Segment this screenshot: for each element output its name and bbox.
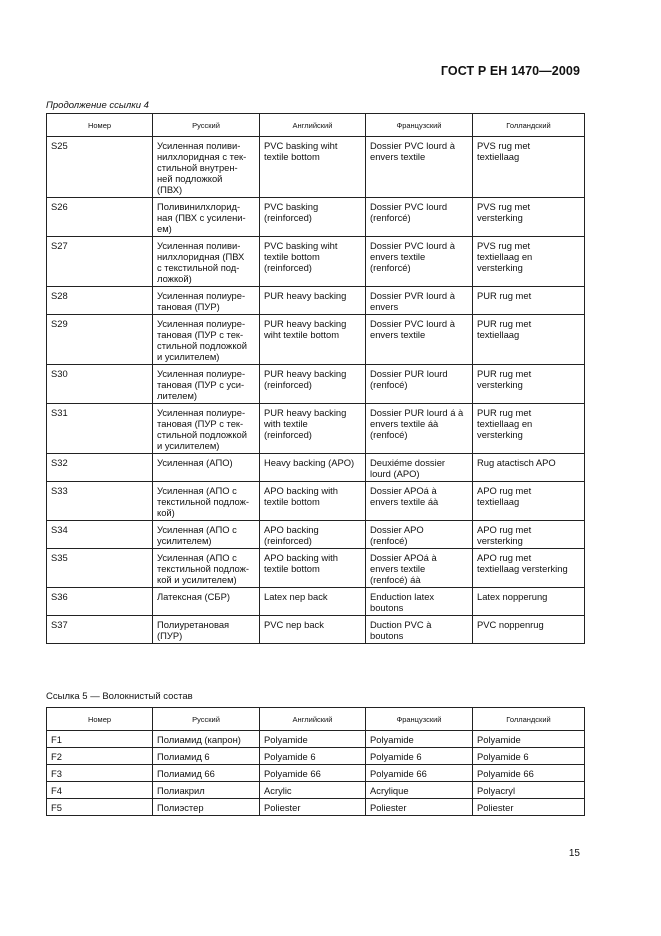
column-header-french: Французский: [366, 114, 473, 137]
cell-english: Poliester: [260, 799, 366, 816]
cell-russian: Усиленная (АПО): [153, 454, 260, 482]
cell-french: Enduction latex boutons: [366, 588, 473, 616]
cell-dutch: Polyamide 6: [473, 748, 585, 765]
cell-french: Dossier PVC lourd à envers textile: [366, 315, 473, 365]
cell-number: F1: [47, 731, 153, 748]
table-row: [47, 404, 585, 454]
cell-russian: Полиамид (капрон): [153, 731, 260, 748]
table-row: [47, 588, 585, 616]
table-row: [47, 482, 585, 521]
cell-french: Polyamide 6: [366, 748, 473, 765]
cell-number: S27: [47, 237, 153, 287]
cell-russian: Полиуретановая (ПУР): [153, 616, 260, 644]
cell-dutch: PUR rug met: [473, 287, 585, 315]
cell-dutch: PUR rug met textiellaag: [473, 315, 585, 365]
cell-number: S25: [47, 137, 153, 198]
cell-french: Dossier PVC lourd (renforcé): [366, 198, 473, 237]
table-row: [47, 765, 585, 782]
cell-french: Deuxiéme dossier lourd (APO): [366, 454, 473, 482]
cell-dutch: Polyacryl: [473, 782, 585, 799]
cell-english: PVC basking wiht textile bottom: [260, 137, 366, 198]
cell-number: S26: [47, 198, 153, 237]
cell-french: Duction PVC à boutons: [366, 616, 473, 644]
cell-french: Dossier PVR lourd à envers: [366, 287, 473, 315]
table-row: [47, 315, 585, 365]
cell-french: Polyamide: [366, 731, 473, 748]
column-header-number: Номер: [47, 114, 153, 137]
cell-number: S31: [47, 404, 153, 454]
table-row: [47, 454, 585, 482]
table-row: [47, 137, 585, 198]
cell-english: APO backing with textile bottom: [260, 549, 366, 588]
cell-russian: Полиамид 6: [153, 748, 260, 765]
cell-english: Heavy backing (APO): [260, 454, 366, 482]
cell-number: S35: [47, 549, 153, 588]
cell-russian: Усиленная полиуре- тановая (ПУР с тек- стильной подложкой и усилителем): [153, 315, 260, 365]
cell-russian: Усиленная (АПО с усилителем): [153, 521, 260, 549]
table-header-row: [47, 114, 585, 137]
cell-russian: Усиленная полиуре- тановая (ПУР): [153, 287, 260, 315]
cell-french: Acrylique: [366, 782, 473, 799]
column-header-dutch: Голландский: [473, 114, 585, 137]
cell-number: F5: [47, 799, 153, 816]
cell-dutch: PUR rug met versterking: [473, 365, 585, 404]
column-header-russian: Русский: [153, 114, 260, 137]
cell-number: S28: [47, 287, 153, 315]
cell-english: Polyamide: [260, 731, 366, 748]
cell-english: PUR heavy backing (reinforced): [260, 365, 366, 404]
cell-french: Dossier APO (renfocé): [366, 521, 473, 549]
cell-russian: Полиэстер: [153, 799, 260, 816]
cell-english: Acrylic: [260, 782, 366, 799]
cell-dutch: Latex nopperung: [473, 588, 585, 616]
cell-russian: Усиленная поливи- нилхлоридная с тек- стильной внутрен- ней подложкой (ПВХ): [153, 137, 260, 198]
table-row: [47, 198, 585, 237]
table-row: [47, 237, 585, 287]
cell-english: PVC nep back: [260, 616, 366, 644]
cell-french: Dossier PVC lourd à envers textile: [366, 137, 473, 198]
column-header-number: Номер: [47, 708, 153, 731]
column-header-english: Английский: [260, 114, 366, 137]
cell-russian: Полиамид 66: [153, 765, 260, 782]
cell-number: S37: [47, 616, 153, 644]
table-row: [47, 799, 585, 816]
cell-russian: Усиленная (АПО с текстильной подлож- кой и усилителем): [153, 549, 260, 588]
cell-number: F4: [47, 782, 153, 799]
cell-number: F2: [47, 748, 153, 765]
table-row: [47, 365, 585, 404]
table4-caption: Продолжение ссылки 4: [46, 100, 149, 111]
cell-dutch: Rug atactisch APO: [473, 454, 585, 482]
table-header-row: [47, 708, 585, 731]
cell-number: S32: [47, 454, 153, 482]
table-row: [47, 521, 585, 549]
table-row: [47, 287, 585, 315]
table-row: [47, 616, 585, 644]
cell-english: APO backing (reinforced): [260, 521, 366, 549]
cell-english: PUR heavy backing wiht textile bottom: [260, 315, 366, 365]
cell-dutch: PVC noppenrug: [473, 616, 585, 644]
page-number: 15: [568, 848, 580, 859]
cell-french: Polyamide 66: [366, 765, 473, 782]
cell-dutch: APO rug met versterking: [473, 521, 585, 549]
cell-dutch: PVS rug met versterking: [473, 198, 585, 237]
cell-russian: Усиленная (АПО с текстильной подлож- кой): [153, 482, 260, 521]
cell-dutch: PVS rug met textiellaag en versterking: [473, 237, 585, 287]
cell-french: Dossier PUR lourd (renfocé): [366, 365, 473, 404]
cell-french: Dossier APOá à envers textile (renfocé) áà: [366, 549, 473, 588]
cell-english: PUR heavy backing with textile (reinforced): [260, 404, 366, 454]
cell-english: Polyamide 66: [260, 765, 366, 782]
cell-english: Latex nep back: [260, 588, 366, 616]
cell-number: S34: [47, 521, 153, 549]
cell-russian: Латексная (СБР): [153, 588, 260, 616]
cell-dutch: APO rug met textiellaag: [473, 482, 585, 521]
cell-dutch: Polyamide: [473, 731, 585, 748]
cell-russian: Усиленная полиуре- тановая (ПУР с уси- лителем): [153, 365, 260, 404]
cell-english: APO backing with textile bottom: [260, 482, 366, 521]
table-row: [47, 549, 585, 588]
table5-caption: Ссылка 5 — Волокнистый состав: [46, 691, 193, 702]
cell-number: F3: [47, 765, 153, 782]
cell-dutch: Poliester: [473, 799, 585, 816]
table-row: [47, 731, 585, 748]
cell-number: S33: [47, 482, 153, 521]
cell-french: Poliester: [366, 799, 473, 816]
cell-number: S29: [47, 315, 153, 365]
cell-russian: Усиленная поливи- нилхлоридная (ПВХ с текстильной под- ложкой): [153, 237, 260, 287]
column-header-dutch: Голландский: [473, 708, 585, 731]
cell-french: Dossier APOá à envers textile áà: [366, 482, 473, 521]
cell-dutch: Polyamide 66: [473, 765, 585, 782]
column-header-english: Английский: [260, 708, 366, 731]
column-header-french: Французский: [366, 708, 473, 731]
cell-english: PVC basking wiht textile bottom (reinforced): [260, 237, 366, 287]
cell-dutch: PUR rug met textiellaag en versterking: [473, 404, 585, 454]
cell-english: PUR heavy backing: [260, 287, 366, 315]
cell-english: Polyamide 6: [260, 748, 366, 765]
cell-french: Dossier PUR lourd á à envers textile áà (renfocé): [366, 404, 473, 454]
cell-dutch: APO rug met textiellaag versterking: [473, 549, 585, 588]
cell-russian: Усиленная полиуре- тановая (ПУР с тек- стильной подложкой и усилителем): [153, 404, 260, 454]
table-reference-4: [46, 113, 585, 644]
table-row: [47, 748, 585, 765]
cell-russian: Поливинилхлорид- ная (ПВХ с усилени- ем): [153, 198, 260, 237]
cell-english: PVC basking (reinforced): [260, 198, 366, 237]
cell-number: S36: [47, 588, 153, 616]
table-row: [47, 782, 585, 799]
cell-russian: Полиакрил: [153, 782, 260, 799]
column-header-russian: Русский: [153, 708, 260, 731]
cell-dutch: PVS rug met textiellaag: [473, 137, 585, 198]
document-code: ГОСТ Р ЕН 1470—2009: [440, 64, 580, 78]
table-reference-5: [46, 707, 585, 816]
cell-number: S30: [47, 365, 153, 404]
cell-french: Dossier PVC lourd à envers textile (renforcé): [366, 237, 473, 287]
